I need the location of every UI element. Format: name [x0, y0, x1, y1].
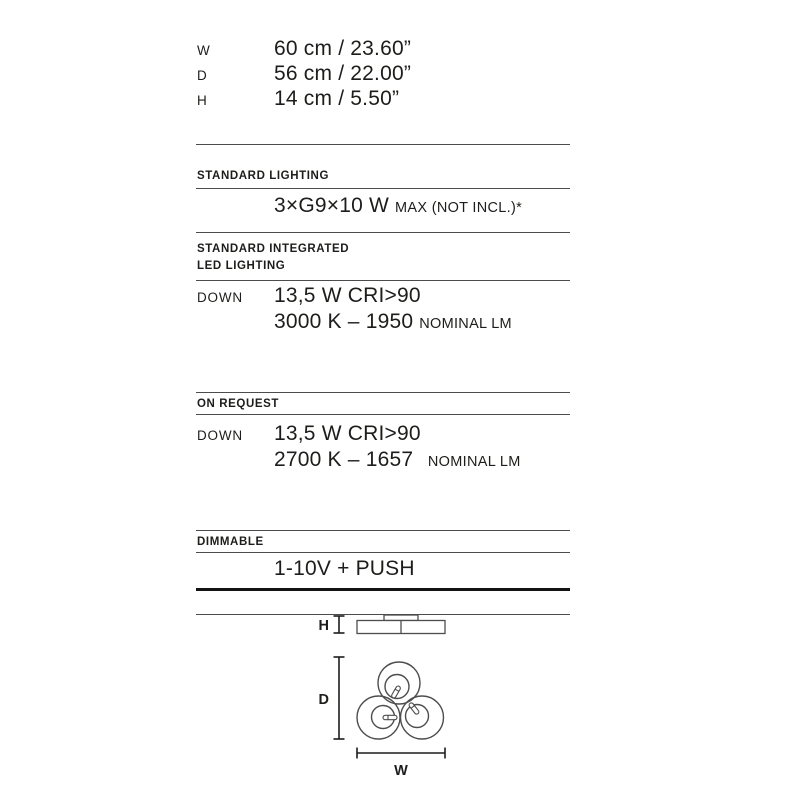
- w-dimension-line: [357, 748, 445, 759]
- dimension-label-d: D: [197, 68, 208, 83]
- d-dimension-line: [334, 657, 345, 739]
- on-request-output-value: 2700 K – 1657: [274, 448, 414, 471]
- led-output-value: 3000 K – 1950: [274, 310, 414, 333]
- on-request-power-value: 13,5 W CRI>90: [274, 422, 421, 445]
- lamp-top-view: [357, 662, 444, 739]
- bulb-spec-note: MAX (NOT INCL.)*: [395, 200, 523, 216]
- dimension-label-w: W: [197, 43, 211, 58]
- direction-label: DOWN: [197, 290, 243, 305]
- section-title-standard-lighting: STANDARD LIGHTING: [197, 170, 330, 182]
- integrated-led-title-line2: LED LIGHTING: [197, 259, 286, 272]
- socket-pin-top: [391, 685, 401, 698]
- sphere-right: [401, 696, 444, 739]
- dimension-value-w: 60 cm / 23.60”: [274, 37, 412, 60]
- on-request-output-unit: NOMINAL LM: [427, 454, 521, 470]
- led-power-value: 13,5 W CRI>90: [274, 284, 421, 307]
- dimension-value-h: 14 cm / 5.50”: [274, 87, 400, 110]
- bulb-spec-text: 3×G9×10 W: [274, 194, 390, 217]
- integrated-led-title-line1: STANDARD INTEGRATED: [197, 243, 350, 255]
- dimmable-mode-text: 1-10V + PUSH: [274, 557, 415, 580]
- section-title-dimmable: DIMMABLE: [197, 536, 264, 548]
- led-output-unit: NOMINAL LM: [419, 316, 512, 332]
- socket-pin-left: [383, 715, 397, 719]
- h-dimension-label: H: [318, 618, 329, 634]
- lamp-canopy: [384, 615, 418, 621]
- h-dimension-line: [334, 616, 345, 633]
- section-title-on-request: ON REQUEST: [197, 398, 280, 410]
- dimension-value-d: 56 cm / 22.00”: [274, 62, 412, 85]
- d-dimension-label: D: [318, 692, 329, 708]
- lamp-side-view: [357, 615, 445, 634]
- dimension-label-h: H: [197, 93, 208, 108]
- w-dimension-label: W: [394, 763, 408, 779]
- direction-label: DOWN: [197, 428, 243, 443]
